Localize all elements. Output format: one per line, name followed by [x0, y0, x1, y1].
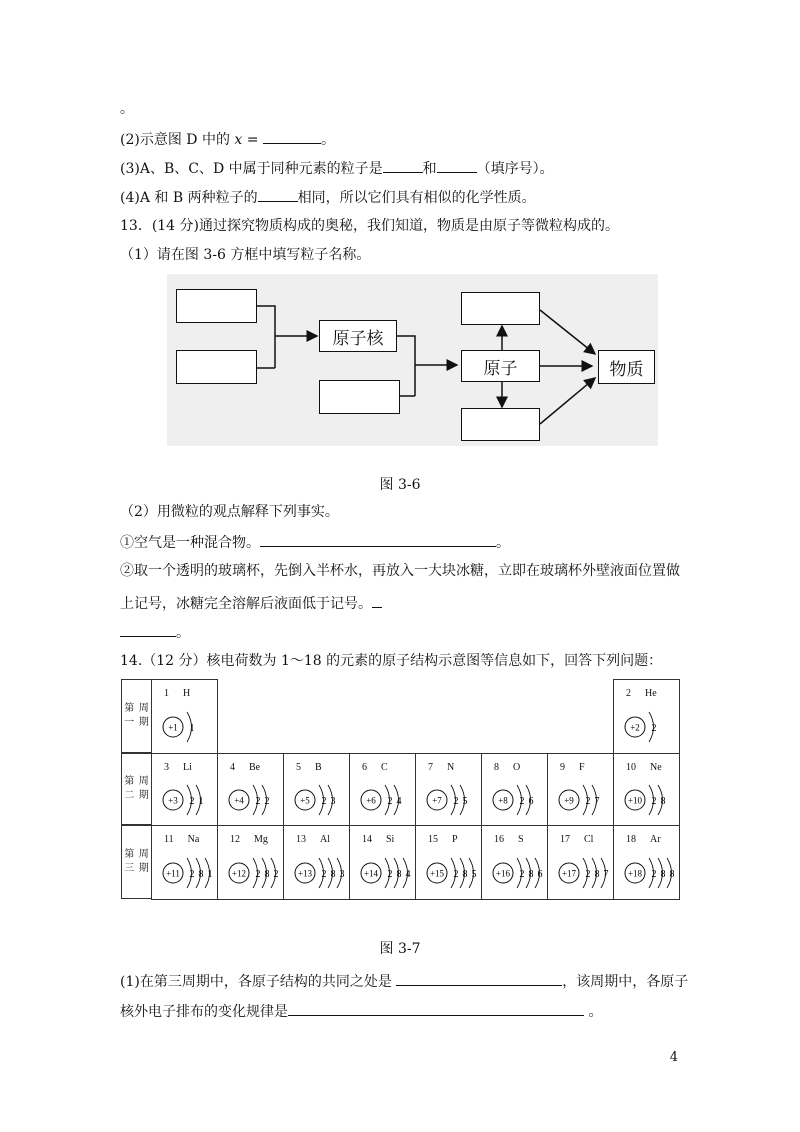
atomic-number: 5 [296, 762, 301, 773]
atomic-number: 7 [428, 762, 433, 773]
shell-electron-count: 1 [198, 796, 204, 807]
blank-box-5[interactable] [461, 408, 540, 441]
question-14-1: (1)在第三周期中，各原子结构的共同之处是 ，该周期中，各原子 [120, 971, 688, 992]
atom-structure-diagram [350, 826, 416, 900]
shell-electron-count: 2 [387, 869, 393, 880]
blank-box-1[interactable] [176, 289, 257, 323]
element-cell-h [151, 679, 218, 754]
nuclear-charge: +6 [366, 795, 376, 806]
atom-structure-diagram [218, 826, 284, 900]
element-cell-he [613, 679, 680, 754]
period-label-text: 周期 [138, 849, 149, 874]
element-symbol: B [315, 762, 322, 773]
question-13-2: （2）用微粒的观点解释下列事实。 [120, 504, 339, 520]
question-13-2a: ①空气是一种混合物。 。 [120, 532, 510, 553]
shell-electron-count: 4 [396, 796, 402, 807]
shell-electron-count: 2 [651, 869, 657, 880]
element-symbol: Ar [650, 834, 661, 845]
atomic-number: 12 [230, 834, 240, 845]
atomic-number: 2 [626, 688, 631, 699]
period-label-text: 周期 [138, 776, 149, 801]
shell-electron-count: 2 [255, 796, 261, 807]
atomic-number: 10 [626, 762, 636, 773]
element-cell-al [283, 825, 350, 900]
element-symbol: H [183, 688, 191, 699]
element-cell-mg [217, 825, 284, 900]
shell-electron-count: 8 [198, 869, 204, 880]
atom-box: 原子 [461, 350, 540, 382]
nuclear-charge: +12 [231, 868, 247, 879]
element-cell-p [415, 825, 482, 900]
atomic-number: 9 [560, 762, 565, 773]
element-cell-c [349, 753, 416, 826]
matter-box: 物质 [598, 350, 655, 384]
element-symbol: N [447, 762, 455, 773]
atom-structure-diagram [614, 826, 680, 900]
shell-electron-count: 2 [189, 796, 195, 807]
shell-electron-count: 1 [207, 869, 213, 880]
shell-electron-count: 2 [585, 869, 591, 880]
shell-electron-count: 5 [471, 869, 477, 880]
element-symbol: Na [187, 834, 200, 845]
shell-electron-count: 2 [651, 723, 657, 734]
element-cell-s [481, 825, 548, 900]
atom-structure-diagram [152, 754, 218, 826]
nuclear-charge: +9 [564, 795, 574, 806]
element-symbol: S [518, 834, 524, 845]
shell-electron-count: 2 [189, 869, 195, 880]
shell-electron-count: 2 [453, 869, 459, 880]
atom-structure-diagram [482, 826, 548, 900]
element-symbol: He [645, 688, 657, 699]
element-symbol: Si [386, 834, 395, 845]
atomic-number: 13 [296, 834, 306, 845]
particle-diagram [167, 274, 658, 446]
nuclear-charge: +7 [432, 795, 442, 806]
nuclear-charge: +4 [234, 795, 244, 806]
shell-electron-count: 2 [255, 869, 261, 880]
element-symbol: O [513, 762, 521, 773]
element-symbol: Cl [584, 834, 594, 845]
atomic-number: 14 [362, 834, 372, 845]
question-4: (4)A 和 B 两种粒子的 相同，所以它们具有相似的化学性质。 [120, 187, 536, 208]
atom-structure-diagram [614, 754, 680, 826]
shell-electron-count: 4 [405, 869, 411, 880]
atom-structure-diagram [482, 754, 548, 826]
answer-blank[interactable] [383, 158, 423, 173]
element-symbol: Ne [650, 762, 662, 773]
atom-structure-diagram [614, 680, 680, 754]
element-cell-si [349, 825, 416, 900]
answer-blank[interactable] [260, 532, 496, 547]
shell-electron-count: 7 [603, 869, 609, 880]
atomic-number: 4 [230, 762, 235, 773]
shell-electron-count: 8 [462, 869, 468, 880]
atom-structure-diagram [548, 754, 614, 826]
nuclear-charge: +8 [498, 795, 508, 806]
shell-electron-count: 2 [519, 796, 525, 807]
atom-structure-diagram [350, 754, 416, 826]
answer-blank[interactable] [258, 187, 298, 202]
shell-electron-count: 6 [537, 869, 543, 880]
atomic-number: 15 [428, 834, 438, 845]
shell-electron-count: 3 [339, 869, 345, 880]
shell-electron-count: 2 [321, 796, 327, 807]
question-13-1: （1）请在图 3-6 方框中填写粒子名称。 [120, 247, 371, 263]
answer-blank[interactable] [120, 622, 176, 637]
element-cell-be [217, 753, 284, 826]
page-number: 4 [669, 1050, 678, 1065]
atom-structure-diagram [416, 826, 482, 900]
element-cell-f [547, 753, 614, 826]
element-cell-n [415, 753, 482, 826]
nuclear-charge: +11 [166, 868, 180, 879]
element-symbol: F [579, 762, 585, 773]
question-13-2b-cont: 上记号，冰糖完全溶解后液面低于记号。 [120, 593, 382, 614]
shell-electron-count: 2 [264, 796, 270, 807]
period-label-text: 第一 [124, 703, 135, 728]
element-cell-ne [613, 753, 680, 826]
shell-electron-count: 8 [396, 869, 402, 880]
blank-box-3[interactable] [319, 380, 400, 414]
figure-caption-3-6: 图 3-6 [379, 477, 421, 493]
period-label [121, 679, 152, 753]
atom-structure-diagram [284, 826, 350, 900]
shell-electron-count: 8 [264, 869, 270, 880]
shell-electron-count: 8 [330, 869, 336, 880]
element-symbol: Mg [254, 834, 268, 845]
shell-electron-count: 5 [462, 796, 468, 807]
shell-electron-count: 3 [330, 796, 336, 807]
shell-electron-count: 8 [594, 869, 600, 880]
atomic-number: 11 [164, 834, 174, 845]
shell-electron-count: 6 [528, 796, 534, 807]
shell-electron-count: 2 [273, 869, 279, 880]
shell-electron-count: 2 [387, 796, 393, 807]
text-line: 。 [120, 101, 134, 117]
nuclear-charge: +5 [300, 795, 310, 806]
blank-box-2[interactable] [176, 350, 257, 384]
atom-structure-diagram [152, 680, 218, 754]
shell-electron-count: 2 [585, 796, 591, 807]
figure-caption-3-7: 图 3-7 [379, 941, 421, 957]
shell-electron-count: 8 [660, 796, 666, 807]
period-label-text: 第三 [124, 849, 135, 874]
answer-blank[interactable] [263, 129, 321, 144]
period-label-text: 第二 [124, 776, 135, 801]
answer-blank[interactable] [437, 158, 477, 173]
element-cell-o [481, 753, 548, 826]
blank-box-4[interactable] [461, 292, 540, 325]
question-13-2b: ②取一个透明的玻璃杯，先倒入半杯水，再放入一大块冰糖，立即在玻璃杯外壁液面位置做 [120, 563, 680, 579]
nuclear-charge: +13 [297, 868, 313, 879]
nuclear-charge: +15 [429, 868, 445, 879]
nuclear-charge: +3 [168, 795, 178, 806]
shell-electron-count: 8 [528, 869, 534, 880]
element-symbol: Li [183, 762, 192, 773]
answer-blank[interactable] [372, 593, 382, 608]
nuclear-charge: +2 [630, 722, 640, 733]
answer-blank[interactable] [288, 1001, 584, 1016]
shell-electron-count: 1 [189, 723, 195, 734]
shell-electron-count: 2 [453, 796, 459, 807]
question-14: 14.（12 分）核电荷数为 1～18 的元素的原子结构示意图等信息如下，回答下列问题： [120, 653, 663, 669]
question-13-2b-end: 。 [120, 622, 190, 643]
shell-electron-count: 2 [519, 869, 525, 880]
atomic-number: 16 [494, 834, 504, 845]
atom-structure-diagram [416, 754, 482, 826]
question-13: 13．(14 分)通过探究物质构成的奥秘，我们知道，物质是由原子等微粒构成的。 [120, 218, 620, 234]
element-symbol: P [452, 834, 458, 845]
nucleus-box: 原子核 [319, 320, 397, 352]
answer-blank[interactable] [396, 971, 562, 986]
nuclear-charge: +17 [561, 868, 577, 879]
periodic-table [121, 679, 677, 901]
question-3: (3)A、B、C、D 中属于同种元素的粒子是 和 （填序号）。 [120, 158, 554, 179]
element-cell-b [283, 753, 350, 826]
atomic-number: 18 [626, 834, 636, 845]
atomic-number: 3 [164, 762, 169, 773]
element-symbol: Be [249, 762, 261, 773]
period-label [121, 825, 152, 899]
question-14-1-cont: 核外电子排布的变化规律是 。 [120, 1001, 602, 1022]
period-label [121, 753, 152, 825]
nuclear-charge: +14 [363, 868, 379, 879]
shell-electron-count: 2 [651, 796, 657, 807]
atom-structure-diagram [218, 754, 284, 826]
atomic-number: 6 [362, 762, 367, 773]
shell-electron-count: 7 [594, 796, 600, 807]
atom-structure-diagram [152, 826, 218, 900]
element-symbol: C [381, 762, 388, 773]
atom-structure-diagram [548, 826, 614, 900]
question-2: (2)示意图 D 中的 x = 。 [120, 129, 335, 150]
period-label-text: 周期 [138, 703, 149, 728]
element-cell-cl [547, 825, 614, 900]
element-cell-ar [613, 825, 680, 900]
nuclear-charge: +10 [627, 795, 643, 806]
atom-structure-diagram [284, 754, 350, 826]
shell-electron-count: 8 [669, 869, 675, 880]
shell-electron-count: 8 [660, 869, 666, 880]
shell-electron-count: 2 [321, 869, 327, 880]
atomic-number: 8 [494, 762, 499, 773]
element-cell-li [151, 753, 218, 826]
nuclear-charge: +1 [168, 722, 178, 733]
element-cell-na [151, 825, 218, 900]
atomic-number: 17 [560, 834, 570, 845]
atomic-number: 1 [164, 688, 169, 699]
nuclear-charge: +16 [495, 868, 511, 879]
element-symbol: Al [320, 834, 330, 845]
nuclear-charge: +18 [627, 868, 643, 879]
